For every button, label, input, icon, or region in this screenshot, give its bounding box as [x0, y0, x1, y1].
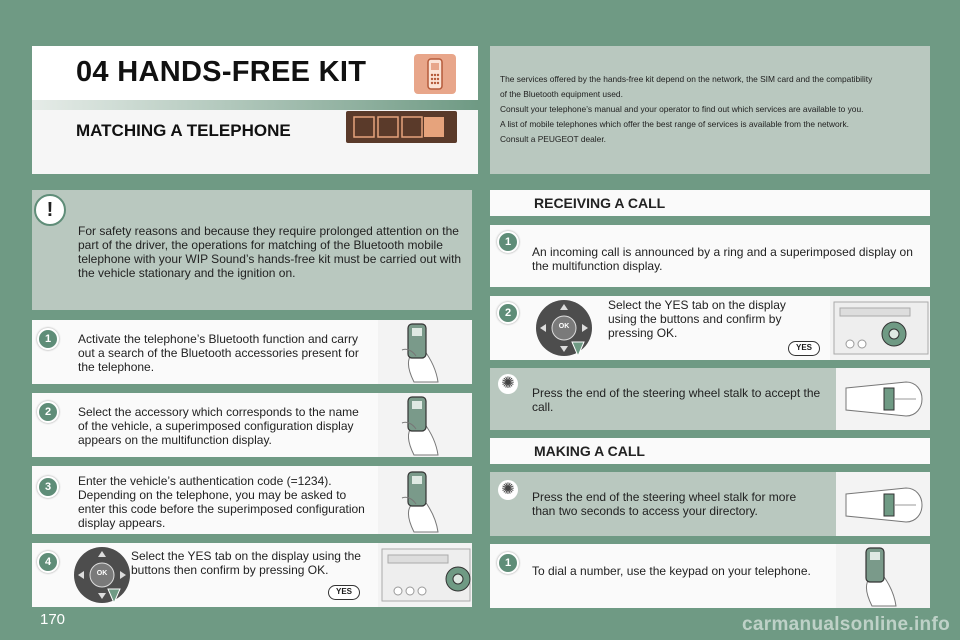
ok-label: OK	[558, 323, 570, 330]
step-text: Activate the telephone’s Bluetooth function and carry out a search of the Bluetooth accessories present for the telephone.	[78, 332, 359, 374]
step-text: Select the accessory which corresponds to the name of the vehicle, a superimposed configuration display appears on the multifunction display.	[78, 405, 359, 447]
step-number: 2	[37, 401, 59, 423]
warning-icon: !	[34, 194, 66, 226]
matching-step-1	[32, 320, 472, 384]
info-line: of the Bluetooth equipment used.	[500, 89, 623, 99]
hand-phone-illustration	[836, 544, 930, 608]
light-stalk-icon: ✺	[498, 374, 518, 394]
hand-phone-illustration	[378, 320, 472, 384]
phone-icon	[414, 54, 456, 94]
matching-step-2	[32, 393, 472, 457]
display-screen-icon	[346, 111, 457, 143]
step-number: 1	[497, 552, 519, 574]
step-text: Enter the vehicle’s authentication code (=1234). Depending on the telephone, you may be asked to enter this code before the superimposed configuration display appears.	[78, 474, 365, 530]
step-number: 4	[37, 551, 59, 573]
step-text: Select the YES tab on the display using the buttons and confirm by pressing OK.	[608, 298, 786, 340]
receiving-heading: RECEIVING A CALL	[490, 190, 930, 216]
yes-tab: YES	[788, 341, 820, 356]
header-green-stripe	[32, 100, 478, 110]
page-title: 04 HANDS-FREE KIT	[76, 56, 367, 88]
step-number: 2	[497, 302, 519, 324]
step-text: To dial a number, use the keypad on your telephone.	[532, 564, 811, 578]
info-panel	[490, 46, 930, 174]
making-step-1	[490, 544, 930, 608]
receiving-step-1	[490, 225, 930, 287]
ok-button-pad	[534, 298, 594, 358]
step-number: 1	[37, 328, 59, 350]
matching-step-3	[32, 466, 472, 534]
step-text: An incoming call is announced by a ring and a superimposed display on the multifunction display.	[532, 245, 913, 273]
info-line: A list of mobile telephones which offer the best range of services is available from the network.	[500, 119, 849, 129]
watermark: carmanualsonline.info	[742, 614, 950, 635]
radio-unit-illustration	[378, 543, 472, 607]
matching-step-4	[32, 543, 472, 607]
warning-panel	[32, 190, 472, 310]
radio-unit-illustration	[830, 296, 930, 360]
page-number: 170	[40, 611, 66, 628]
making-stalk-step	[490, 472, 930, 536]
receiving-step-2	[490, 296, 930, 360]
ok-label: OK	[96, 570, 108, 577]
page-subtitle: MATCHING A TELEPHONE	[76, 121, 291, 140]
hand-phone-illustration	[378, 393, 472, 457]
step-text: Press the end of the steering wheel stalk to accept the call.	[532, 386, 821, 414]
info-line: Consult a PEUGEOT dealer.	[500, 134, 606, 144]
receiving-stalk-step	[490, 368, 930, 430]
info-line: The services offered by the hands-free kit depend on the network, the SIM card and the compatibility	[500, 74, 873, 84]
step-number: 1	[497, 231, 519, 253]
steering-stalk-illustration	[836, 368, 930, 430]
step-text: Select the YES tab on the display using the buttons then confirm by pressing OK.	[131, 549, 361, 577]
info-line: Consult your telephone’s manual and your operator to find out which services are available to you.	[500, 104, 864, 114]
making-heading: MAKING A CALL	[490, 438, 930, 464]
yes-tab: YES	[328, 585, 360, 600]
step-text: Press the end of the steering wheel stalk for more than two seconds to access your directory.	[532, 490, 797, 518]
step-number: 3	[37, 476, 59, 498]
light-stalk-icon: ✺	[498, 480, 518, 500]
ok-button-pad	[72, 545, 132, 605]
warning-text: For safety reasons and because they require prolonged attention on the part of the driver, the operations for matching of the Bluetooth mobile telephone with your WIP Sound’s hands-free kit must be carried out with the vehicle stationary and the ignition on.	[78, 224, 462, 280]
hand-phone-illustration	[378, 466, 472, 534]
steering-stalk-illustration	[836, 472, 930, 536]
